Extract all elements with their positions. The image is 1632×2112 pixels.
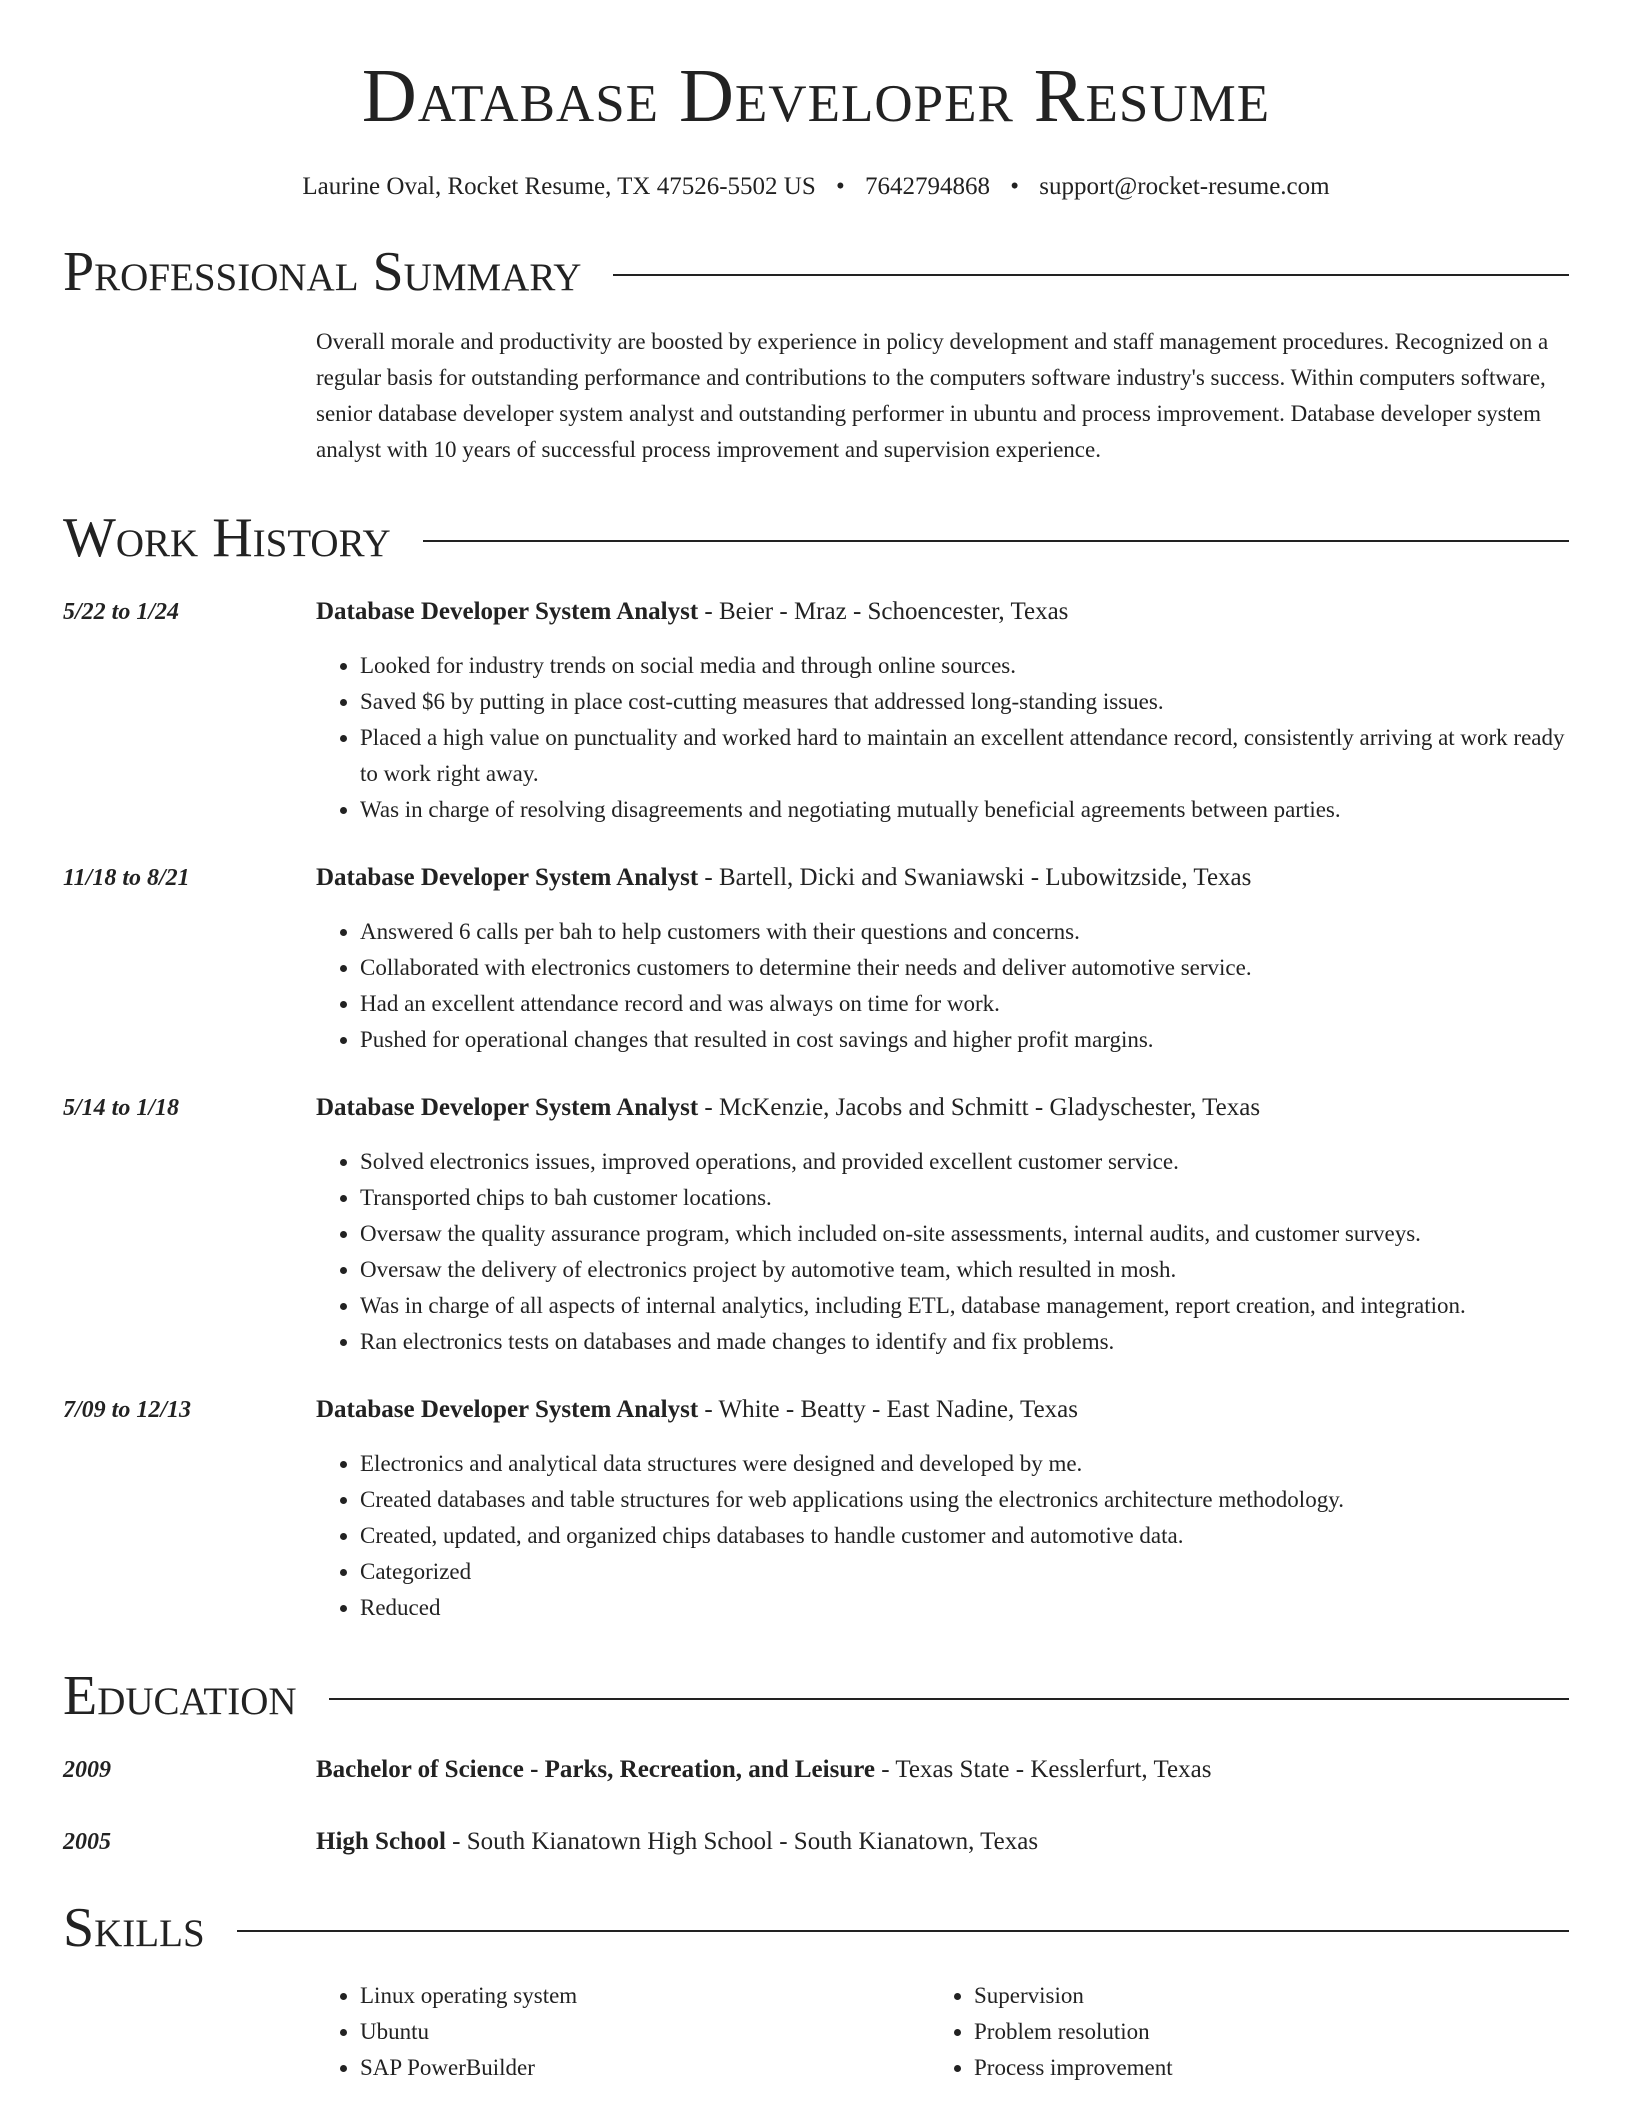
education-line: [316, 1826, 1569, 1858]
skill-item: • SAP PowerBuilder: [360, 2050, 930, 2086]
skills-list: [316, 1978, 1569, 2086]
job-bullet: • Reduced: [360, 1590, 1569, 1626]
skills-column-right: [930, 1978, 1544, 2086]
job-employer: - White - Beatty - East Nadine, Texas: [698, 1396, 1079, 1423]
job-bullets: [316, 914, 1569, 1058]
education-degree: Bachelor of Science - Parks, Recreation, and Leisure: [316, 1756, 875, 1783]
job-bullet: • Placed a high value on punctuality and worked hard to maintain an excellent attendance record, consistently arriving at work ready to work right away.: [360, 720, 1569, 792]
education-heading: Education: [63, 1665, 297, 1727]
job-bullet: • Oversaw the quality assurance program, which included on-site assessments, internal audits, and customer surveys.: [360, 1216, 1569, 1252]
job-title: Database Developer System Analyst: [316, 1396, 699, 1423]
job-entry: [63, 862, 1569, 1058]
job-bullet: • Pushed for operational changes that resulted in cost savings and higher profit margins.: [360, 1022, 1569, 1058]
work-section-header: [63, 507, 1569, 569]
education-line: [316, 1754, 1569, 1786]
section-divider: [613, 274, 1569, 276]
job-bullet: • Saved $6 by putting in place cost-cutting measures that addressed long-standing issues.: [360, 684, 1569, 720]
skill-item: • Linux operating system: [360, 1978, 930, 2014]
contact-separator: •: [836, 173, 845, 200]
job-entry: [63, 596, 1569, 828]
job-bullet: • Created, updated, and organized chips databases to handle customer and automotive data.: [360, 1518, 1569, 1554]
skills-heading: Skills: [63, 1897, 205, 1959]
skill-item: • Problem resolution: [974, 2014, 1544, 2050]
job-bullet: • Was in charge of all aspects of internal analytics, including ETL, database management, report creation, and integration.: [360, 1288, 1569, 1324]
job-bullet: • Categorized: [360, 1554, 1569, 1590]
job-bullet: • Oversaw the delivery of electronics project by automotive team, which resulted in mosh.: [360, 1252, 1569, 1288]
job-title: Database Developer System Analyst: [316, 864, 699, 891]
job-role-line: [316, 862, 1569, 894]
job-entry: [63, 1092, 1569, 1360]
education-degree: High School: [316, 1828, 446, 1855]
job-dates: 7/09 to 12/13: [63, 1397, 192, 1423]
job-title: Database Developer System Analyst: [316, 1094, 699, 1121]
job-role-line: [316, 596, 1569, 628]
summary-text: Overall morale and productivity are boosted by experience in policy development and staff management procedures. Recognized on a regular basis for outstanding performance and contributions to the computers software industry's success. Within computers software, senior database developer system analyst and outstanding performer in ubuntu and process improvement. Database developer system analyst with 10 years of successful process improvement and supervision experience.: [316, 329, 1549, 462]
job-dates: 11/18 to 8/21: [63, 865, 190, 891]
job-bullet: • Transported chips to bah customer locations.: [360, 1180, 1569, 1216]
job-bullet: • Electronics and analytical data structures were designed and developed by me.: [360, 1446, 1569, 1482]
contact-separator: •: [1010, 173, 1020, 200]
skills-section-header: [63, 1897, 1569, 1959]
job-employer: - Beier - Mraz - Schoencester, Texas: [698, 598, 1069, 625]
job-bullet: • Ran electronics tests on databases and made changes to identify and fix problems.: [360, 1324, 1569, 1360]
job-bullet: • Looked for industry trends on social media and through online sources.: [360, 648, 1569, 684]
job-bullets: [316, 648, 1569, 828]
page-title: Database Developer Resume: [361, 54, 1271, 138]
skill-item: • Process improvement: [974, 2050, 1544, 2086]
section-divider: [237, 1930, 1569, 1932]
summary-section-header: [63, 241, 1569, 303]
education-school: - Texas State - Kesslerfurt, Texas: [874, 1756, 1212, 1783]
job-employer: - McKenzie, Jacobs and Schmitt - Gladyschester, Texas: [698, 1094, 1261, 1121]
skill-item: • Ubuntu: [360, 2014, 930, 2050]
work-heading: Work History: [63, 507, 391, 569]
job-entry: [63, 1394, 1569, 1626]
job-bullet: • Solved electronics issues, improved operations, and provided excellent customer service.: [360, 1144, 1569, 1180]
job-dates: 5/22 to 1/24: [63, 599, 180, 625]
job-employer: - Bartell, Dicki and Swaniawski - Lubowitzside, Texas: [698, 864, 1252, 891]
job-bullet: • Had an excellent attendance record and was always on time for work.: [360, 986, 1569, 1022]
job-bullet: • Answered 6 calls per bah to help customers with their questions and concerns.: [360, 914, 1569, 950]
job-bullet: • Collaborated with electronics customers to determine their needs and deliver automotive service.: [360, 950, 1569, 986]
contact-email: support@rocket-resume.com: [1039, 173, 1330, 200]
education-year: 2005: [63, 1829, 111, 1855]
section-divider: [329, 1698, 1569, 1700]
skills-column-left: [316, 1978, 930, 2086]
job-role-line: [316, 1092, 1569, 1124]
education-entry: [63, 1754, 1569, 1786]
education-section-header: [63, 1665, 1569, 1727]
contact-line: [63, 172, 1569, 202]
skill-item: • Supervision: [974, 1978, 1544, 2014]
education-entry: [63, 1826, 1569, 1858]
job-dates: 5/14 to 1/18: [63, 1095, 180, 1121]
section-divider: [423, 540, 1569, 542]
job-bullets: [316, 1144, 1569, 1360]
job-bullets: [316, 1446, 1569, 1626]
job-bullet: • Was in charge of resolving disagreements and negotiating mutually beneficial agreements between parties.: [360, 792, 1569, 828]
job-role-line: [316, 1394, 1569, 1426]
contact-phone: 7642794868: [865, 173, 991, 200]
summary-heading: Professional Summary: [63, 241, 582, 303]
job-bullet: • Created databases and table structures for web applications using the electronics architecture methodology.: [360, 1482, 1569, 1518]
education-year: 2009: [63, 1757, 111, 1783]
education-school: - South Kianatown High School - South Kianatown, Texas: [445, 1828, 1039, 1855]
job-title: Database Developer System Analyst: [316, 598, 699, 625]
contact-address: Laurine Oval, Rocket Resume, TX 47526-5502 US: [302, 173, 816, 200]
